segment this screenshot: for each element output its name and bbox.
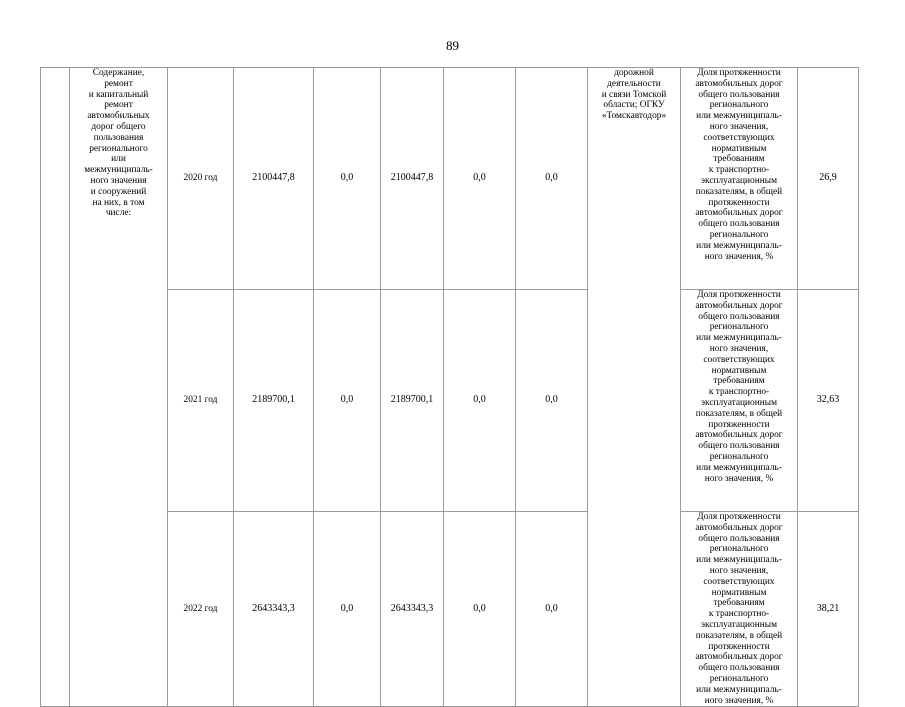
total-cell: 2643343,3 <box>234 512 314 707</box>
text-line: общего пользования <box>698 533 780 544</box>
indicator-value-cell: 32,63 <box>798 290 859 512</box>
text-line: автомобильных <box>87 111 150 122</box>
local-cell: 0,0 <box>444 512 516 707</box>
text-line: ремонт <box>104 78 133 89</box>
index-cell <box>41 68 70 707</box>
text-line: нормативным <box>711 365 767 376</box>
federal-cell: 0,0 <box>314 290 381 512</box>
text-line: общего пользования <box>698 311 780 322</box>
regional-cell: 2189700,1 <box>381 290 444 512</box>
text-line: и сооружений <box>90 186 147 197</box>
text-line: области; ОГКУ <box>603 100 665 111</box>
total-cell: 2189700,1 <box>234 290 314 512</box>
text-line: ного значения, % <box>704 473 774 484</box>
text-line: к транспортно- <box>708 609 770 620</box>
executor-text <box>590 68 678 122</box>
text-line: регионального <box>89 143 148 154</box>
text-line: дорожной <box>614 68 654 78</box>
text-line: соответствующих <box>703 132 775 143</box>
federal-cell: 0,0 <box>314 68 381 290</box>
local-cell: 0,0 <box>444 68 516 290</box>
text-line: требованиям <box>713 376 765 387</box>
text-line: показателям, в общей <box>695 630 783 641</box>
text-line: общего пользования <box>698 89 780 100</box>
table-viewport <box>40 67 858 706</box>
text-line: деятельности <box>607 78 661 89</box>
text-line: Доля протяженности <box>697 512 781 522</box>
indicator-value-cell: 26,9 <box>798 68 859 290</box>
total-cell: 2100447,8 <box>234 68 314 290</box>
text-line: регионального <box>709 544 769 555</box>
text-line: или межмуниципаль- <box>696 240 782 251</box>
text-line: соответствующих <box>703 354 775 365</box>
text-line: требованиям <box>713 154 765 165</box>
text-line: ного значения, % <box>704 695 774 706</box>
indicator-text <box>683 68 795 262</box>
text-line: Доля протяженности <box>697 68 781 78</box>
other-cell: 0,0 <box>516 290 588 512</box>
text-line: или межмуниципаль- <box>696 555 782 566</box>
executor-cell <box>588 68 681 707</box>
year-cell: 2022 год <box>168 512 234 707</box>
text-line: эксплуатационным <box>700 397 778 408</box>
text-line: общего пользования <box>698 219 780 230</box>
text-line: регионального <box>709 322 769 333</box>
text-line: пользования <box>93 132 144 143</box>
text-line: к транспортно- <box>708 165 770 176</box>
text-line: на них, в том <box>92 197 145 208</box>
text-line: межмуниципаль- <box>84 165 153 176</box>
text-line: или межмуниципаль- <box>696 333 782 344</box>
text-line: общего пользования <box>698 441 780 452</box>
text-line: или межмуниципаль- <box>696 684 782 695</box>
program-table <box>40 67 859 707</box>
text-line: регионального <box>709 451 769 462</box>
text-line: регионального <box>709 673 769 684</box>
indicator-cell <box>681 68 798 290</box>
text-line: нормативным <box>711 587 767 598</box>
table-row <box>41 68 859 290</box>
text-line: Содержание, <box>92 68 145 78</box>
text-line: числе: <box>105 208 132 219</box>
text-line: автомобильных дорог <box>695 430 783 441</box>
other-cell: 0,0 <box>516 68 588 290</box>
text-line: автомобильных дорог <box>695 300 783 311</box>
year-cell: 2021 год <box>168 290 234 512</box>
text-line: нормативным <box>711 143 767 154</box>
text-line: регионального <box>709 100 769 111</box>
text-line: автомобильных дорог <box>695 208 783 219</box>
text-line: автомобильных дорог <box>695 522 783 533</box>
text-line: ного значения, <box>709 121 769 132</box>
text-line: протяженности <box>708 419 770 430</box>
indicator-text <box>683 290 795 484</box>
text-line: или межмуниципаль- <box>696 111 782 122</box>
indicator-text <box>683 512 795 706</box>
text-line: и связи Томской <box>601 89 667 100</box>
indicator-value-cell: 38,21 <box>798 512 859 707</box>
text-line: требованиям <box>713 598 765 609</box>
item-description-cell <box>70 68 168 707</box>
text-line: или межмуниципаль- <box>696 462 782 473</box>
text-line: эксплуатационным <box>700 619 778 630</box>
text-line: автомобильных дорог <box>695 78 783 89</box>
regional-cell: 2100447,8 <box>381 68 444 290</box>
text-line: эксплуатационным <box>700 175 778 186</box>
text-line: к транспортно- <box>708 387 770 398</box>
text-line: общего пользования <box>698 663 780 674</box>
text-line: ного значения, % <box>704 251 774 262</box>
regional-cell: 2643343,3 <box>381 512 444 707</box>
text-line: протяженности <box>708 197 770 208</box>
local-cell: 0,0 <box>444 290 516 512</box>
text-line: «Томскавтодор» <box>601 111 667 122</box>
year-cell: 2020 год <box>168 68 234 290</box>
text-line: регионального <box>709 229 769 240</box>
page-number: 89 <box>446 38 459 53</box>
text-line: соответствующих <box>703 576 775 587</box>
text-line: ного значения, <box>709 343 769 354</box>
text-line: Доля протяженности <box>697 290 781 300</box>
federal-cell: 0,0 <box>314 512 381 707</box>
item-description <box>72 68 165 219</box>
text-line: показателям, в общей <box>695 408 783 419</box>
text-line: ного значения, <box>709 565 769 576</box>
indicator-cell <box>681 290 798 512</box>
text-line: ремонт <box>104 100 133 111</box>
text-line: дорог общего <box>91 121 146 132</box>
text-line: автомобильных дорог <box>695 652 783 663</box>
indicator-cell <box>681 512 798 707</box>
text-line: протяженности <box>708 641 770 652</box>
text-line: или <box>111 154 126 165</box>
other-cell: 0,0 <box>516 512 588 707</box>
text-line: ного значения <box>90 175 147 186</box>
text-line: и капитальный <box>88 89 149 100</box>
text-line: показателям, в общей <box>695 186 783 197</box>
